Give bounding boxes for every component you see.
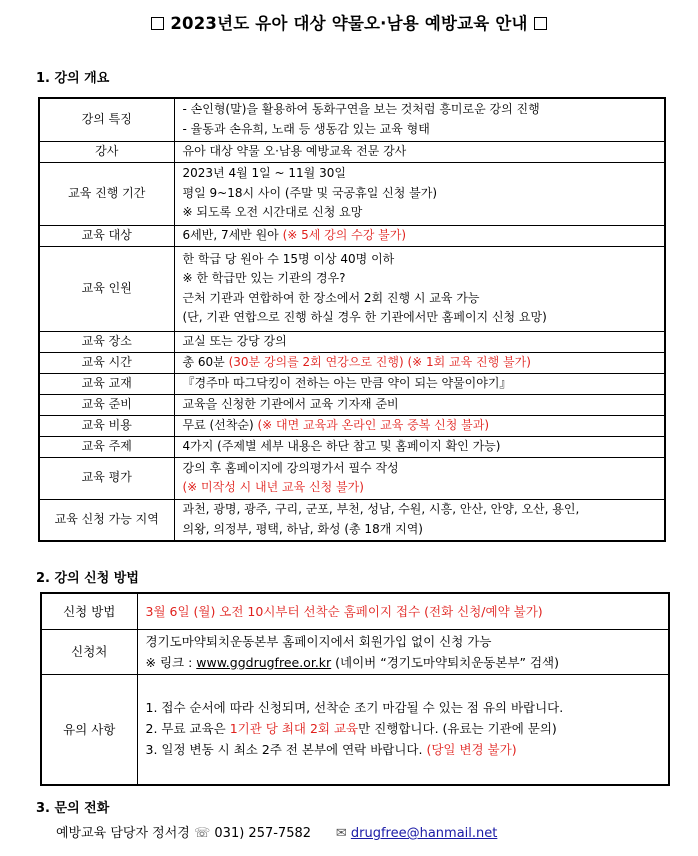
row-value xyxy=(174,98,665,141)
row-value xyxy=(137,674,669,785)
checkbox-icon xyxy=(534,17,547,30)
row-label: 교육 인원 xyxy=(39,246,174,331)
value-text: - 손인형(말)을 활용하여 동화구연을 보는 것처럼 흥미로운 강의 진행 xyxy=(182,102,540,117)
row-label: 교육 주제 xyxy=(39,436,174,457)
table-row xyxy=(39,373,665,394)
row-label: 신청 방법 xyxy=(41,593,137,629)
value-text: 교육을 신청한 기관에서 교육 기자재 준비 xyxy=(182,396,399,411)
value-line xyxy=(183,142,665,162)
value-text: ※ 링크 : xyxy=(145,654,197,670)
row-value xyxy=(174,415,665,436)
value-line xyxy=(183,289,665,309)
row-label: 교육 장소 xyxy=(39,331,174,352)
table-row xyxy=(39,352,665,373)
value-line xyxy=(146,697,669,718)
table-row xyxy=(39,436,665,457)
value-text: 경기도마약퇴치운동본부 홈페이지에서 회원가입 없이 신청 가능 xyxy=(145,633,492,649)
row-label: 교육 진행 기간 xyxy=(39,162,174,225)
value-line xyxy=(146,631,669,652)
value-line xyxy=(183,353,665,373)
value-text: 『경주마 따그닥킹이 전하는 아는 만큼 약이 되는 약물이야기』 xyxy=(182,375,512,390)
value-line xyxy=(183,226,665,246)
value-text: 1. 접수 순서에 따라 신청되며, 선착순 조기 마감될 수 있는 점 유의 바랍니다. xyxy=(145,699,564,715)
value-text: 강의 후 홈페이지에 강의평가서 필수 작성 xyxy=(182,460,399,475)
value-line xyxy=(183,416,665,436)
table-row xyxy=(39,331,665,352)
row-value xyxy=(137,629,669,674)
row-value xyxy=(174,141,665,162)
row-value xyxy=(174,499,665,541)
value-text: 근처 기관과 연합하여 한 장소에서 2회 진행 시 교육 가능 xyxy=(182,290,480,305)
warning-text: 1기관 당 최대 2회 교육 xyxy=(229,720,359,736)
value-text: 한 학급 당 원아 수 15명 이상 40명 이하 xyxy=(182,251,395,266)
row-value xyxy=(174,225,665,246)
table-row xyxy=(39,499,665,541)
row-label: 교육 신청 가능 지역 xyxy=(39,499,174,541)
value-line xyxy=(183,269,665,289)
value-line xyxy=(183,478,665,498)
row-value xyxy=(137,593,669,629)
row-label: 교육 비용 xyxy=(39,415,174,436)
value-text: 유아 대상 약물 오·남용 예방교육 전문 강사 xyxy=(182,143,407,158)
application-method-table xyxy=(40,592,670,786)
value-line xyxy=(183,308,665,328)
website-link[interactable]: www.ggdrugfree.or.kr xyxy=(196,654,332,670)
value-line xyxy=(146,601,669,622)
row-value xyxy=(174,246,665,331)
value-text: 과천, 광명, 광주, 구리, 군포, 부천, 성남, 수원, 시흥, 안산, 안양, 오산, 용인, xyxy=(182,502,580,517)
table-row xyxy=(39,246,665,331)
row-label: 신청처 xyxy=(41,629,137,674)
checkbox-icon xyxy=(151,17,164,30)
value-line xyxy=(183,395,665,415)
value-line xyxy=(183,500,665,520)
row-label: 교육 교재 xyxy=(39,373,174,394)
table-row xyxy=(39,162,665,225)
value-line xyxy=(183,164,665,184)
row-value xyxy=(174,436,665,457)
value-line xyxy=(183,374,665,394)
phone-icon: ☏ xyxy=(194,826,211,841)
contact-line xyxy=(56,822,497,841)
section1-heading: 1. 강의 개요 xyxy=(36,71,110,86)
mail-icon: ✉ xyxy=(335,826,347,841)
row-label: 강의 특징 xyxy=(39,98,174,141)
row-value xyxy=(174,352,665,373)
warning-text: (당일 변경 불가) xyxy=(426,741,517,757)
value-line xyxy=(183,250,665,270)
table-row xyxy=(39,457,665,499)
value-line xyxy=(146,739,669,760)
value-text: ※ 되도록 오전 시간대로 신청 요망 xyxy=(182,205,363,220)
page-title-text: 2023년도 유아 대상 약물오·남용 예방교육 안내 xyxy=(170,14,528,33)
warning-text: (※ 5세 강의 수강 불가) xyxy=(282,227,407,242)
row-value xyxy=(174,162,665,225)
value-line xyxy=(183,184,665,204)
table-row xyxy=(39,394,665,415)
table-row xyxy=(39,98,665,141)
value-line xyxy=(146,718,669,739)
value-line xyxy=(183,437,665,457)
table-row xyxy=(41,629,669,674)
value-line xyxy=(183,120,665,140)
value-line xyxy=(183,100,665,120)
value-line xyxy=(183,459,665,479)
value-text: 무료 (선착순) xyxy=(182,417,258,432)
table-row xyxy=(39,141,665,162)
table-row xyxy=(41,593,669,629)
row-label: 강사 xyxy=(39,141,174,162)
value-text: 교실 또는 강당 강의 xyxy=(182,333,287,348)
value-text: - 율동과 손유희, 노래 등 생동감 있는 교육 형태 xyxy=(182,121,430,136)
row-value xyxy=(174,457,665,499)
value-text: 3. 일정 변동 시 최소 2주 전 본부에 연락 바랍니다. xyxy=(145,741,427,757)
section2-heading: 2. 강의 신청 방법 xyxy=(36,571,139,586)
row-label: 교육 시간 xyxy=(39,352,174,373)
table-row xyxy=(39,415,665,436)
value-text: 평일 9~18시 사이 (주말 및 국공휴일 신청 불가) xyxy=(182,185,437,200)
value-text: 의왕, 의정부, 평택, 하남, 화성 (총 18개 지역) xyxy=(182,521,423,536)
warning-text: (※ 대면 교육과 온라인 교육 중복 신청 불과) xyxy=(257,417,490,432)
table-row xyxy=(41,674,669,785)
table-row xyxy=(39,225,665,246)
row-value xyxy=(174,331,665,352)
value-text: 6세반, 7세반 원아 xyxy=(182,227,283,242)
row-label: 교육 평가 xyxy=(39,457,174,499)
row-label: 유의 사항 xyxy=(41,674,137,785)
value-line xyxy=(183,332,665,352)
value-text: 만 진행합니다. (유료는 기관에 문의) xyxy=(358,720,557,736)
value-text: 2023년 4월 1일 ~ 11월 30일 xyxy=(182,166,346,181)
value-text: (단, 기관 연합으로 진행 하실 경우 한 기관에서만 홈페이지 신청 요망) xyxy=(182,310,547,324)
phone-number: 031) 257-7582 xyxy=(214,826,312,841)
value-text: ※ 한 학급만 있는 기관의 경우? xyxy=(182,271,346,285)
email-link[interactable]: drugfree@hanmail.net xyxy=(350,826,498,841)
row-value xyxy=(174,394,665,415)
warning-text: 3월 6일 (월) 오전 10시부터 선착순 홈페이지 접수 (전화 신청/예약 불가) xyxy=(145,603,543,619)
value-text: (네이버 “경기도마약퇴치운동본부” 검색) xyxy=(331,654,559,670)
value-line xyxy=(146,652,669,673)
contact-person: 예방교육 담당자 정서경 xyxy=(56,826,190,841)
row-value xyxy=(174,373,665,394)
section3-heading: 3. 문의 전화 xyxy=(36,801,110,816)
value-text: 4가지 (주제별 세부 내용은 하단 참고 및 홈페이지 확인 가능) xyxy=(182,438,501,453)
warning-text: (※ 미작성 시 내년 교육 신청 불가) xyxy=(182,480,364,494)
row-label: 교육 준비 xyxy=(39,394,174,415)
row-label: 교육 대상 xyxy=(39,225,174,246)
value-text: 총 60분 xyxy=(182,354,229,369)
value-line xyxy=(183,203,665,223)
value-text: 2. 무료 교육은 xyxy=(145,720,230,736)
page-title xyxy=(0,10,698,34)
warning-text: (30분 강의를 2회 연강으로 진행) (※ 1회 교육 진행 불가) xyxy=(228,354,531,369)
course-overview-table xyxy=(38,97,666,542)
value-line xyxy=(183,520,665,540)
